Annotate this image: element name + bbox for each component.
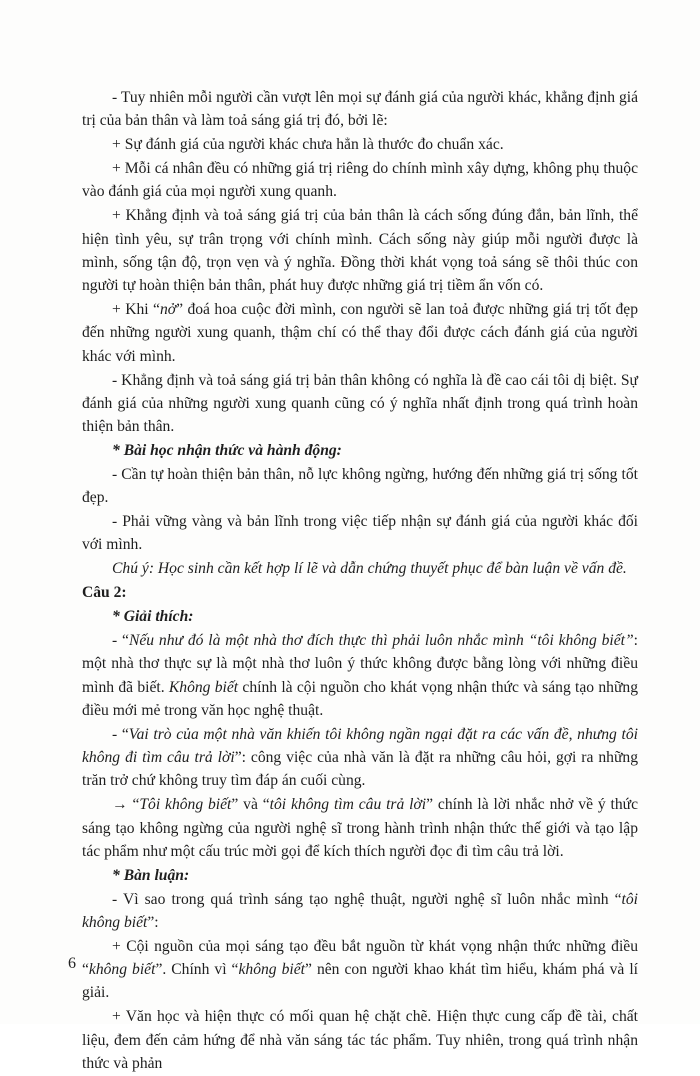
- text-run: ” chính là lời nhắc nhở về ý thức sáng tạo không ngừng của người nghệ sĩ trong hành trình nhận thức thế giới và tạo lập tác phẩm như một cấu trúc mời gọi để kích thích người đọc đi tìm câu trả lời.: [82, 796, 638, 860]
- paragraph: [82, 86, 638, 133]
- italic-text: Tôi không biết: [139, 796, 232, 814]
- text-run: - Khẳng định và toả sáng giá trị bản thân không có nghĩa là đề cao cái tôi dị biệt. Sự đánh giá của những người xung quanh cũng có ý nghĩa nhất định trong quá trình hoàn thiện bản thân.: [82, 371, 638, 436]
- text-run: - “: [112, 725, 129, 743]
- page-number: 6: [68, 955, 76, 972]
- bold-heading: * Giải thích:: [112, 608, 194, 626]
- text-run: + Khi “: [112, 301, 160, 319]
- text-run: ”. Chính vì “: [155, 961, 239, 979]
- text-run: - Vì sao trong quá trình sáng tạo nghệ thuật, người nghệ sĩ luôn nhắc mình “: [112, 890, 622, 908]
- paragraph: [82, 793, 638, 863]
- text-run: chính là cội nguồn cho khát vọng nhận thức và sáng tạo những điều mới mẻ trong văn học nghệ thuật.: [82, 678, 638, 719]
- paragraph: [82, 864, 638, 887]
- paragraph: [82, 605, 638, 628]
- italic-text: Nếu như đó là một nhà thơ đích thực thì phải luôn nhắc mình “tôi không biết”: [128, 631, 634, 649]
- paragraph: [82, 629, 638, 722]
- text-run: + Mỗi cá nhân đều có những giá trị riêng do chính mình xây dựng, không phụ thuộc vào đánh giá của mọi người xung quanh.: [82, 160, 638, 201]
- text-run: - “: [112, 631, 129, 649]
- text-run: ” đoá hoa cuộc đời mình, con người sẽ lan toả được những giá trị tốt đẹp đến những người xung quanh, thậm chí có thể thay đổi được cách đánh giá của người khác với mình.: [82, 301, 638, 365]
- italic-text: không biết: [238, 961, 305, 979]
- bold-heading: * Bài học nhận thức và hành động:: [112, 442, 342, 460]
- text-run: : một nhà thơ thực sự là một nhà thơ luôn ý thức không được bằng lòng với những điều mình đã biết.: [82, 631, 638, 696]
- text-run: ” nên con người khao khát tìm hiểu, khám phá và lí giải.: [82, 961, 638, 1002]
- paragraph: [82, 369, 638, 439]
- paragraph: [82, 935, 638, 1005]
- text-run: ” và “: [231, 796, 270, 814]
- text-run: + Sự đánh giá của người khác chưa hẳn là thước đo chuẩn xác.: [112, 136, 504, 154]
- bold-heading: * Bàn luận:: [112, 866, 190, 884]
- paragraph: [82, 298, 638, 368]
- paragraph: [82, 1005, 638, 1075]
- paragraph: [82, 439, 638, 462]
- paragraph: [82, 510, 638, 557]
- italic-text: Không biết: [168, 678, 239, 696]
- paragraph: [82, 557, 638, 580]
- text-run: - Cần tự hoàn thiện bản thân, nỗ lực không ngừng, hướng đến những giá trị sống tốt đẹp.: [82, 465, 638, 507]
- italic-text: nở: [159, 301, 177, 319]
- text-run: - Tuy nhiên mỗi người cần vượt lên mọi sự đánh giá của người khác, khẳng định giá trị của bản thân và làm toả sáng giá trị đó, bởi lẽ:: [82, 89, 638, 130]
- paragraph: [82, 723, 638, 793]
- text-run: ”:: [147, 913, 159, 931]
- text-run: - Phải vững vàng và bản lĩnh trong việc tiếp nhận sự đánh giá của người khác đối với mình.: [82, 513, 638, 554]
- italic-text: Chú ý: Học sinh cần kết hợp lí lẽ và dẫn chứng thuyết phục để bàn luận về vấn đề.: [112, 560, 627, 578]
- italic-text: tôi không tìm câu trả lời: [269, 796, 427, 814]
- paragraph: [82, 581, 638, 604]
- text-run: ”: công việc của nhà văn là đặt ra những câu hỏi, gợi ra những trăn trở chứ không truy tìm đáp án cuối cùng.: [82, 749, 639, 790]
- paragraph: [82, 133, 638, 156]
- italic-text: Vai trò của một nhà văn khiến tôi không ngần ngại đặt ra các vấn đề, nhưng tôi không đi tìm câu trả lời: [82, 725, 638, 767]
- paragraph: [82, 463, 638, 510]
- text-run: + Cội nguồn của mọi sáng tạo đều bắt nguồn từ khát vọng nhận thức những điều “: [82, 937, 638, 979]
- italic-text: tôi không biết: [82, 890, 638, 931]
- paragraph: [82, 157, 638, 204]
- paragraph: [82, 888, 638, 935]
- text-run: + Văn học và hiện thực có mối quan hệ chặt chẽ. Hiện thực cung cấp đề tài, chất liệu, đem đến cảm hứng để nhà văn sáng tác tác phẩm. Tuy nhiên, trong quá trình nhận thức và phản: [82, 1008, 638, 1072]
- page-body: [82, 86, 638, 1076]
- bold-heading: Câu 2:: [82, 584, 127, 602]
- text-run: + Khẳng định và toả sáng giá trị của bản thân là cách sống đúng đắn, bản lĩnh, thể hiện tình yêu, sự trân trọng với chính mình. Cách sống này giúp mỗi người được là mình, sống tận độ, trọn vẹn và ý nghĩa. Đồng thời khát vọng toả sáng sẽ thôi thúc con người tự hoàn thiện bản thân, phát huy được những giá trị tiềm ẩn vốn có.: [82, 207, 638, 295]
- text-run: → “: [112, 796, 140, 814]
- paragraph: [82, 204, 638, 297]
- italic-text: không biết: [88, 961, 156, 979]
